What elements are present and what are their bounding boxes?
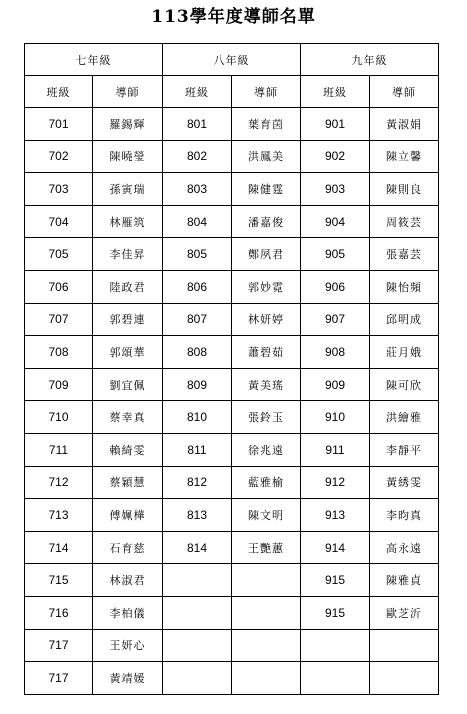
grade-7-class-cell: 715 bbox=[25, 564, 93, 597]
grade-8-class-cell bbox=[163, 662, 232, 695]
grade-9-class-cell: 915 bbox=[301, 596, 370, 629]
grade-8-class-cell bbox=[163, 564, 232, 597]
table-row bbox=[25, 531, 439, 564]
grade-7-teacher-cell: 黃靖媛 bbox=[93, 662, 163, 695]
grade-8-class-cell: 801 bbox=[163, 108, 232, 141]
teacher-column-header: 導師 bbox=[232, 76, 301, 108]
grade-9-class-cell: 908 bbox=[301, 336, 370, 369]
grade-8-teacher-cell: 葉育茵 bbox=[232, 108, 301, 141]
table-row bbox=[25, 368, 439, 401]
grade-7-class-cell: 716 bbox=[25, 596, 93, 629]
grade-7-teacher-cell: 李柏儀 bbox=[93, 596, 163, 629]
grade-9-teacher-cell: 李靜平 bbox=[370, 433, 439, 466]
grade-9-teacher-cell: 張嘉芸 bbox=[370, 238, 439, 271]
grade-9-header: 九年級 bbox=[301, 44, 439, 76]
grade-7-class-cell: 713 bbox=[25, 499, 93, 532]
grade-9-teacher-cell: 邱明成 bbox=[370, 303, 439, 336]
grade-7-class-cell: 704 bbox=[25, 205, 93, 238]
grade-8-teacher-cell bbox=[232, 596, 301, 629]
grade-9-teacher-cell: 高永遠 bbox=[370, 531, 439, 564]
grade-8-class-cell: 813 bbox=[163, 499, 232, 532]
grade-9-class-cell: 904 bbox=[301, 205, 370, 238]
grade-8-teacher-cell: 陳文明 bbox=[232, 499, 301, 532]
grade-9-teacher-cell bbox=[370, 629, 439, 662]
grade-9-class-cell: 910 bbox=[301, 401, 370, 434]
grade-9-class-cell: 913 bbox=[301, 499, 370, 532]
grade-9-teacher-cell: 李昀真 bbox=[370, 499, 439, 532]
grade-7-teacher-cell: 王妍心 bbox=[93, 629, 163, 662]
grade-7-class-cell: 712 bbox=[25, 466, 93, 499]
grade-7-class-cell: 701 bbox=[25, 108, 93, 141]
grade-7-teacher-cell: 劉宜佩 bbox=[93, 368, 163, 401]
grade-8-teacher-cell: 鄭夙君 bbox=[232, 238, 301, 271]
table-row bbox=[25, 270, 439, 303]
table-row bbox=[25, 303, 439, 336]
table-row bbox=[25, 140, 439, 173]
grade-7-teacher-cell: 蔡穎慧 bbox=[93, 466, 163, 499]
grade-8-class-cell: 804 bbox=[163, 205, 232, 238]
grade-8-class-cell: 803 bbox=[163, 173, 232, 206]
table-row bbox=[25, 205, 439, 238]
grade-8-teacher-cell: 潘嘉俊 bbox=[232, 205, 301, 238]
column-header-row bbox=[25, 76, 439, 108]
grade-9-class-cell bbox=[301, 629, 370, 662]
grade-9-teacher-cell: 周筱芸 bbox=[370, 205, 439, 238]
grade-8-class-cell: 812 bbox=[163, 466, 232, 499]
table-row bbox=[25, 662, 439, 695]
grade-7-class-cell: 709 bbox=[25, 368, 93, 401]
table-row bbox=[25, 499, 439, 532]
grade-7-teacher-cell: 陳曉瑩 bbox=[93, 140, 163, 173]
table-row bbox=[25, 108, 439, 141]
grade-8-class-cell: 802 bbox=[163, 140, 232, 173]
grade-9-class-cell: 911 bbox=[301, 433, 370, 466]
grade-8-teacher-cell: 陳健霆 bbox=[232, 173, 301, 206]
grade-9-class-cell: 902 bbox=[301, 140, 370, 173]
grade-9-class-cell: 901 bbox=[301, 108, 370, 141]
page-title: 113學年度導師名單 bbox=[151, 7, 316, 27]
grade-9-teacher-cell: 陳立馨 bbox=[370, 140, 439, 173]
grade-8-teacher-cell: 林妍婷 bbox=[232, 303, 301, 336]
grade-8-class-cell: 809 bbox=[163, 368, 232, 401]
grade-7-class-cell: 714 bbox=[25, 531, 93, 564]
grade-7-class-cell: 703 bbox=[25, 173, 93, 206]
grade-8-teacher-cell: 藍雅榆 bbox=[232, 466, 301, 499]
grade-9-class-cell: 914 bbox=[301, 531, 370, 564]
grade-7-header: 七年級 bbox=[25, 44, 163, 76]
grade-8-teacher-cell: 徐兆遠 bbox=[232, 433, 301, 466]
grade-8-class-cell: 810 bbox=[163, 401, 232, 434]
grade-9-teacher-cell: 黃淑娟 bbox=[370, 108, 439, 141]
teacher-column-header: 導師 bbox=[370, 76, 439, 108]
grade-8-teacher-cell: 郭妙霓 bbox=[232, 270, 301, 303]
table-row bbox=[25, 238, 439, 271]
grade-9-class-cell: 906 bbox=[301, 270, 370, 303]
grade-9-teacher-cell bbox=[370, 662, 439, 695]
grade-7-teacher-cell: 孫寅瑞 bbox=[93, 173, 163, 206]
grade-9-class-cell: 909 bbox=[301, 368, 370, 401]
grade-7-class-cell: 707 bbox=[25, 303, 93, 336]
table-row bbox=[25, 401, 439, 434]
table-row bbox=[25, 564, 439, 597]
teacher-column-header: 導師 bbox=[93, 76, 163, 108]
grade-9-teacher-cell: 陳怡頻 bbox=[370, 270, 439, 303]
grade-9-class-cell: 907 bbox=[301, 303, 370, 336]
grade-7-teacher-cell: 賴綺雯 bbox=[93, 433, 163, 466]
table-row bbox=[25, 629, 439, 662]
class-column-header: 班級 bbox=[25, 76, 93, 108]
grade-8-class-cell: 805 bbox=[163, 238, 232, 271]
grade-8-class-cell: 807 bbox=[163, 303, 232, 336]
table-row bbox=[25, 596, 439, 629]
grade-8-class-cell: 811 bbox=[163, 433, 232, 466]
table-row bbox=[25, 336, 439, 369]
table-row bbox=[25, 466, 439, 499]
grade-8-teacher-cell bbox=[232, 629, 301, 662]
grade-7-class-cell: 705 bbox=[25, 238, 93, 271]
grade-8-teacher-cell: 王艷蕙 bbox=[232, 531, 301, 564]
grade-9-teacher-cell: 洪繪雅 bbox=[370, 401, 439, 434]
table-row bbox=[25, 433, 439, 466]
grade-7-teacher-cell: 陸政君 bbox=[93, 270, 163, 303]
grade-7-teacher-cell: 李佳昇 bbox=[93, 238, 163, 271]
grade-8-teacher-cell bbox=[232, 564, 301, 597]
table-row bbox=[25, 173, 439, 206]
grade-7-teacher-cell: 郭頌華 bbox=[93, 336, 163, 369]
grade-7-class-cell: 706 bbox=[25, 270, 93, 303]
class-column-header: 班級 bbox=[163, 76, 232, 108]
grade-7-teacher-cell: 蔡幸真 bbox=[93, 401, 163, 434]
class-column-header: 班級 bbox=[301, 76, 370, 108]
grade-7-class-cell: 702 bbox=[25, 140, 93, 173]
grade-8-teacher-cell bbox=[232, 662, 301, 695]
grade-header-row bbox=[25, 44, 439, 76]
grade-7-class-cell: 711 bbox=[25, 433, 93, 466]
grade-8-teacher-cell: 張鈴玉 bbox=[232, 401, 301, 434]
grade-9-class-cell: 903 bbox=[301, 173, 370, 206]
grade-9-class-cell bbox=[301, 662, 370, 695]
grade-7-teacher-cell: 羅錫輝 bbox=[93, 108, 163, 141]
roster-body bbox=[25, 108, 439, 695]
grade-8-header: 八年級 bbox=[163, 44, 301, 76]
teacher-roster-table bbox=[24, 43, 439, 695]
grade-7-class-cell: 717 bbox=[25, 662, 93, 695]
grade-8-class-cell bbox=[163, 596, 232, 629]
grade-8-teacher-cell: 黃美瑤 bbox=[232, 368, 301, 401]
grade-9-class-cell: 915 bbox=[301, 564, 370, 597]
grade-9-teacher-cell: 陳可欣 bbox=[370, 368, 439, 401]
grade-9-teacher-cell: 黃綉雯 bbox=[370, 466, 439, 499]
grade-7-teacher-cell: 郭碧連 bbox=[93, 303, 163, 336]
grade-7-class-cell: 717 bbox=[25, 629, 93, 662]
grade-7-class-cell: 708 bbox=[25, 336, 93, 369]
grade-9-teacher-cell: 陳則良 bbox=[370, 173, 439, 206]
grade-7-teacher-cell: 林淑君 bbox=[93, 564, 163, 597]
grade-9-teacher-cell: 歐芝沂 bbox=[370, 596, 439, 629]
grade-8-class-cell: 806 bbox=[163, 270, 232, 303]
grade-9-class-cell: 912 bbox=[301, 466, 370, 499]
grade-8-class-cell: 808 bbox=[163, 336, 232, 369]
grade-7-class-cell: 710 bbox=[25, 401, 93, 434]
grade-7-teacher-cell: 石育慈 bbox=[93, 531, 163, 564]
grade-7-teacher-cell: 傅姵樺 bbox=[93, 499, 163, 532]
grade-9-teacher-cell: 莊月娥 bbox=[370, 336, 439, 369]
grade-9-teacher-cell: 陳雅貞 bbox=[370, 564, 439, 597]
grade-8-teacher-cell: 洪鳳美 bbox=[232, 140, 301, 173]
grade-7-teacher-cell: 林雁筑 bbox=[93, 205, 163, 238]
grade-9-class-cell: 905 bbox=[301, 238, 370, 271]
grade-8-class-cell bbox=[163, 629, 232, 662]
grade-8-teacher-cell: 蕭碧茹 bbox=[232, 336, 301, 369]
grade-8-class-cell: 814 bbox=[163, 531, 232, 564]
